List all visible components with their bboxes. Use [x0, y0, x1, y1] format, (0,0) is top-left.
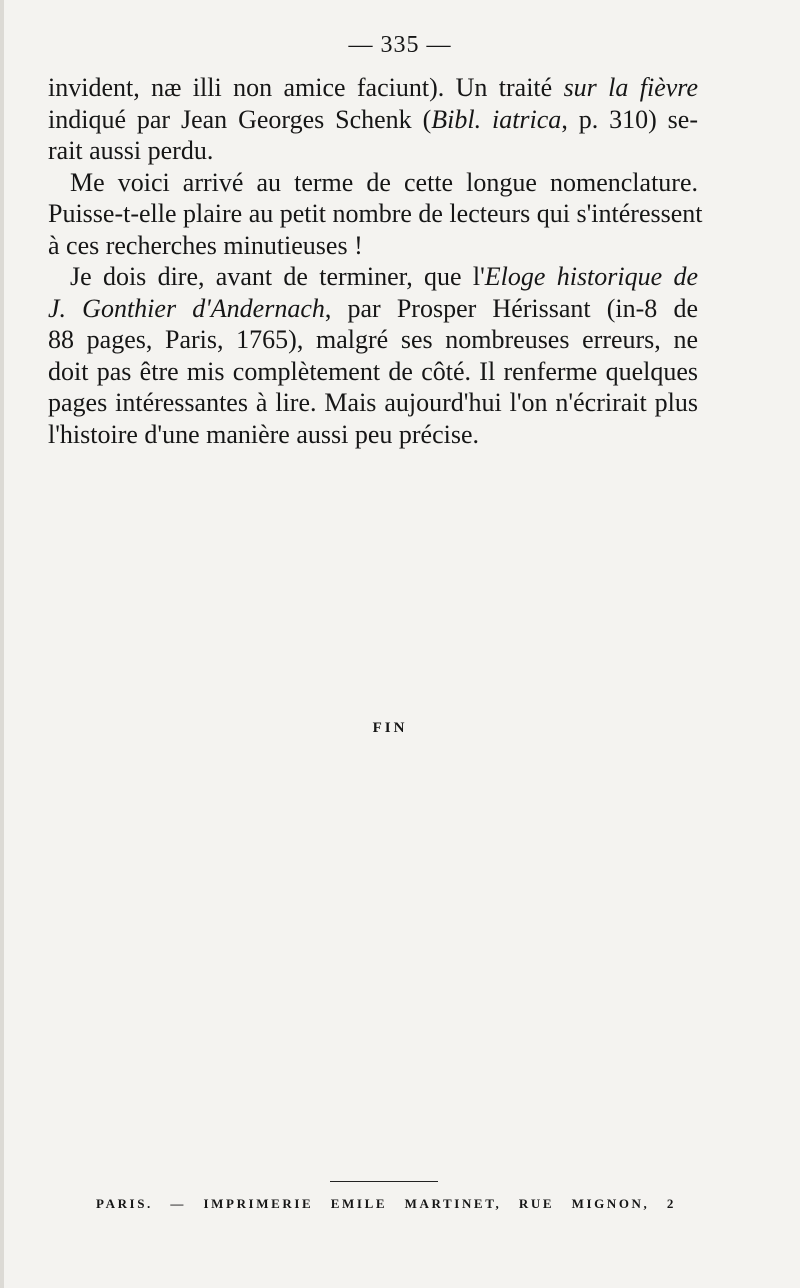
text-run: indiqué par Jean Georges Schenk (	[48, 104, 432, 134]
text-run: pages intéressantes à lire. Mais aujourd'hui l'on n'écrirait plus	[48, 388, 698, 417]
text-run: invident, næ illi non amice faciunt). Un traité	[48, 73, 564, 102]
italic-text: Bibl. iatrica	[431, 104, 562, 134]
text-run: l'histoire d'une manière aussi peu précise.	[48, 419, 480, 449]
fin-label: FIN	[372, 720, 408, 736]
footer-rule	[330, 1181, 438, 1182]
italic-text: Eloge historique de	[484, 262, 698, 291]
text-line	[48, 198, 703, 230]
text-run: Je dois dire, avant de terminer, que l'	[70, 262, 485, 291]
text-line	[48, 104, 698, 136]
text-run: à ces recherches minutieuses !	[48, 230, 363, 260]
text-line	[48, 135, 698, 167]
text-run: doit pas être mis complètement de côté. Il renferme quelques	[48, 356, 698, 386]
printer-imprint: PARIS. — IMPRIMERIE EMILE MARTINET, RUE MIGNON, 2	[96, 1196, 676, 1211]
text-line	[48, 387, 698, 419]
text-line	[48, 167, 698, 199]
text-line	[48, 324, 698, 356]
text-run: rait aussi perdu.	[48, 136, 214, 165]
text-run: , p. 310) se-	[561, 104, 698, 134]
page-number: — 335 —	[348, 32, 452, 58]
text-run: , par Prosper Hérissant (in-8 de	[324, 293, 698, 323]
text-line	[48, 261, 698, 293]
text-run: Me voici arrivé au terme de cette longue nomenclature.	[70, 167, 698, 197]
text-line	[48, 356, 698, 388]
italic-text: J. Gonthier d'Andernach	[48, 293, 325, 323]
text-run: 88 pages, Paris, 1765), malgré ses nombreuses erreurs, ne	[48, 325, 698, 354]
text-line	[48, 72, 698, 104]
text-line	[48, 293, 698, 325]
body-text	[48, 72, 703, 450]
text-line	[48, 419, 698, 451]
text-line	[48, 230, 698, 262]
italic-text: sur la fièvre	[563, 73, 698, 102]
page-edge-shadow	[0, 0, 4, 1288]
text-run: Puisse-t-elle plaire au petit nombre de lecteurs qui s'intéressent	[48, 199, 703, 228]
